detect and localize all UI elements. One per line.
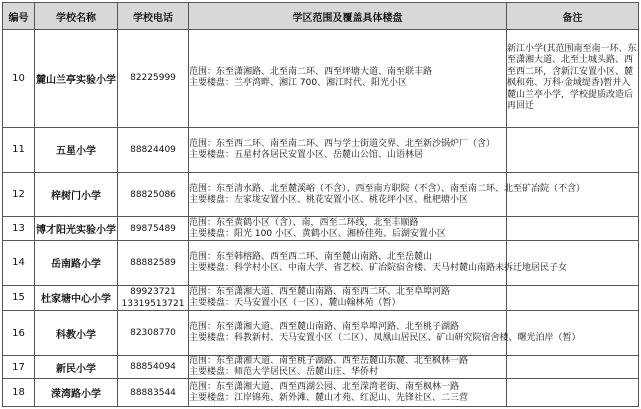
phone-number: 88882589 <box>130 257 176 268</box>
district-range <box>189 311 581 356</box>
row-note <box>507 217 639 240</box>
district-range <box>189 127 507 172</box>
row-number: 16 <box>3 311 35 356</box>
school-name: 五星小学 <box>35 127 118 172</box>
district-range <box>189 217 507 240</box>
row-number: 11 <box>3 127 35 172</box>
range-buildings: 主要楼盘：阳光 100 小区、黄鹤小区、湘桥佳苑、后湖安置小区 <box>189 228 446 239</box>
phone-number: 88854094 <box>130 362 176 373</box>
row-number: 12 <box>3 172 35 217</box>
school-phone <box>118 172 189 217</box>
range-boundary: 范围：东至潇湘大道、南至桃子湖路、西至岳麓山东麓、北至枫林一路 <box>189 356 469 367</box>
range-boundary: 范围：东至黄鹤小区（含）、南，西至二环线，北至丰顺路 <box>189 217 419 228</box>
school-name: 溁湾路小学 <box>35 379 118 407</box>
district-range <box>189 240 568 285</box>
range-boundary: 范围：东至潇湘大道、西至麓山南路、南至西二环、北至阜埠河路 <box>189 286 451 297</box>
row-note: 新江小学(其范围南至南一环、东至潇湘大道、北至土城头路、西至西二环，含新江安置小区、麓枫和苑、万科·金域缇香)暂并入麓山兰亭小学，学校提质改造后再回迁 <box>507 30 639 128</box>
phone-number: 89875489 <box>130 223 176 234</box>
school-phone <box>118 30 189 128</box>
range-boundary: 范围：东至韩榕路、西至西二环、南至麓山南路、北至岳麓山 <box>189 251 433 262</box>
row-note <box>507 285 639 310</box>
table-row <box>3 240 639 285</box>
header-note: 备注 <box>507 3 639 30</box>
row-number: 14 <box>3 240 35 285</box>
phone-number: 88883544 <box>130 387 176 398</box>
range-buildings: 主要楼盘：天马安置小区（一区）、麓山翰林苑（暂） <box>189 297 401 308</box>
range-boundary: 范围：东至潇湘大道、西至麓山南路、南至阜埠河路、北至桃子湖路 <box>189 322 460 333</box>
district-range <box>189 356 507 379</box>
district-range <box>189 172 586 217</box>
range-buildings: 主要楼盘：科学村小区、中南大学、省艺校、矿冶院宿舍楼、天马村麓山南路未拆迁地居民子女 <box>189 262 568 273</box>
school-name: 博才阳光实验小学 <box>35 217 118 240</box>
range-boundary: 范围：东至清水路、北至麓溪峪（不含）、西至南方职院（不含）、南至南二环、北至矿冶院（不含） <box>189 183 586 194</box>
range-boundary: 范围：东至西二环、南至南二环、西与学士街道交界、北至新沙锅炉厂（含） <box>189 138 496 149</box>
school-phone <box>118 285 189 310</box>
row-number: 10 <box>3 30 35 128</box>
table-row <box>3 217 639 240</box>
header-range: 学区范围及覆盖具体楼盘 <box>189 3 507 30</box>
district-range <box>189 285 507 310</box>
header-name: 学校名称 <box>35 3 118 30</box>
phone-number: 82225999 <box>130 73 176 84</box>
table-row <box>3 285 639 310</box>
school-phone <box>118 217 189 240</box>
range-buildings: 主要楼盘：兰亭湾畔、湘江 700、湘江时代、阳光小区 <box>189 78 408 89</box>
school-name: 岳南路小学 <box>35 240 118 285</box>
phone-number: 13319513721 <box>121 298 185 309</box>
row-number: 17 <box>3 356 35 379</box>
school-district-table <box>2 2 639 407</box>
district-range <box>189 379 507 407</box>
header-phone: 学校电话 <box>118 3 189 30</box>
phone-number: 88824409 <box>130 144 176 155</box>
school-name: 梓树门小学 <box>35 172 118 217</box>
phone-number: 82308770 <box>130 328 176 339</box>
school-name: 麓山兰亭实验小学 <box>35 30 118 128</box>
table-row <box>3 172 639 217</box>
table-row <box>3 356 639 379</box>
school-phone <box>118 356 189 379</box>
table-row <box>3 379 639 407</box>
row-number: 13 <box>3 217 35 240</box>
range-buildings: 主要楼盘：科教新村、天马安置小区（二区）、凤凰山居民区、矿山研究院宿舍楼、曙光泊岸（暂） <box>189 333 581 344</box>
range-boundary: 范围：东至潇湘路、北至南二环、西至坪塘大道、南至联丰路 <box>189 67 433 78</box>
row-number: 15 <box>3 285 35 310</box>
school-name: 科教小学 <box>35 311 118 356</box>
row-note <box>507 379 639 407</box>
school-name: 新民小学 <box>35 356 118 379</box>
range-buildings: 主要楼盘：江岸锦苑、新外滩、麓山才苑、红泥山、先锋社区、二三营 <box>189 392 469 403</box>
district-range <box>189 30 507 128</box>
header-num: 编号 <box>3 3 35 30</box>
school-phone <box>118 240 189 285</box>
row-note <box>507 127 639 172</box>
range-buildings: 主要楼盘：师范大学居民区、岳麓山庄、华侨村 <box>189 367 379 378</box>
school-phone <box>118 127 189 172</box>
phone-number: 88825086 <box>130 189 176 200</box>
school-phone <box>118 311 189 356</box>
table-row <box>3 127 639 172</box>
phone-number: 89923721 <box>130 286 176 297</box>
row-note <box>507 172 639 217</box>
header-row <box>3 3 639 30</box>
school-name: 杜家塘中心小学 <box>35 285 118 310</box>
table-row <box>3 30 639 128</box>
table-row <box>3 311 639 356</box>
range-buildings: 主要楼盘：左家垅安置小区、桃花安置小区、桃花坪小区、枇杷塘小区 <box>189 194 469 205</box>
range-boundary: 范围：东至潇湘大道、西至西湖公园、北至溁湾老街、南至枫林一路 <box>189 381 460 392</box>
school-phone <box>118 379 189 407</box>
row-number: 18 <box>3 379 35 407</box>
row-note <box>507 356 639 379</box>
range-buildings: 主要楼盘：五星村各居民安置小区、岳麓山公馆、山语林居 <box>189 149 424 160</box>
